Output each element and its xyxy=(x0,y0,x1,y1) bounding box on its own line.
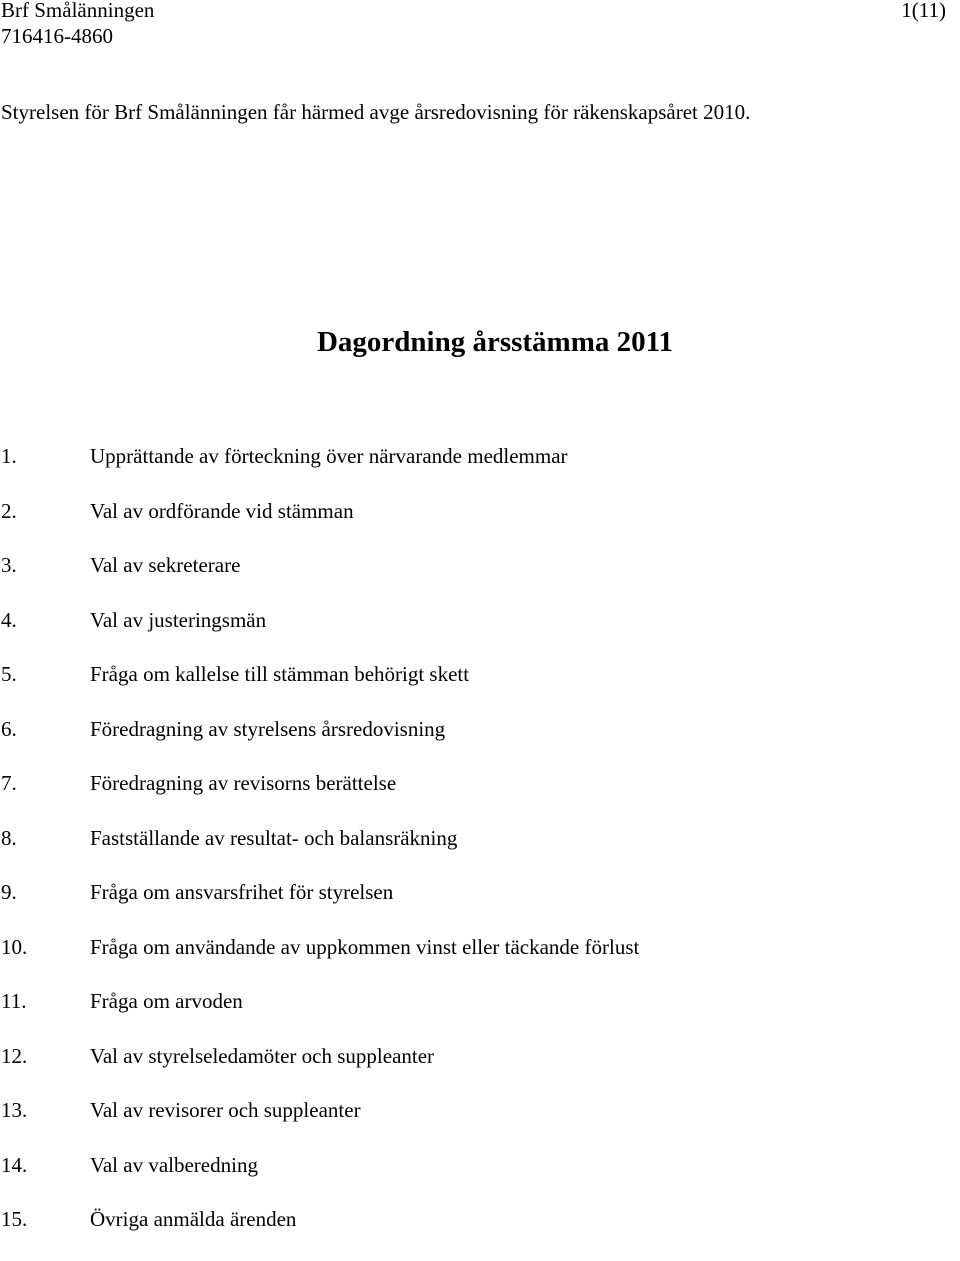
agenda-item-text: Föredragning av styrelsens årsredovisning xyxy=(90,716,446,741)
agenda-item-number: 1. xyxy=(1,444,17,468)
agenda-item-number: 9. xyxy=(1,880,17,904)
agenda-item-text: Fastställande av resultat- och balansräkning xyxy=(90,825,458,850)
organization-number: 716416-4860 xyxy=(1,24,113,48)
agenda-item-text: Upprättande av förteckning över närvarande medlemmar xyxy=(90,444,568,468)
agenda-item-number: 11. xyxy=(1,989,27,1013)
agenda-item-text: Fråga om arvoden xyxy=(90,989,243,1013)
agenda-item-text: Val av styrelseledamöter och suppleanter xyxy=(90,1043,435,1068)
agenda-item-number: 2. xyxy=(1,498,17,523)
agenda-item-number: 7. xyxy=(1,771,17,795)
agenda-item-number: 3. xyxy=(1,553,17,577)
organization-name: Brf Smålänningen xyxy=(1,0,155,22)
document-header xyxy=(1,0,154,49)
agenda-item-number: 5. xyxy=(1,662,17,686)
agenda-item-text: Fråga om användande av uppkommen vinst eller täckande förlust xyxy=(90,934,640,959)
agenda-item-number: 12. xyxy=(1,1043,28,1068)
agenda-item-text: Föredragning av revisorns berättelse xyxy=(90,771,397,795)
agenda-item-text: Övriga anmälda ärenden xyxy=(90,1207,297,1231)
page-indicator: 1(11) xyxy=(901,0,946,22)
agenda-item-number: 13. xyxy=(1,1098,28,1122)
agenda-item-number: 8. xyxy=(1,825,17,850)
agenda-item-text: Fråga om ansvarsfrihet för styrelsen xyxy=(90,880,394,904)
agenda-item-text: Val av ordförande vid stämman xyxy=(90,498,354,523)
agenda-item-number: 10. xyxy=(1,934,28,959)
intro-paragraph: Styrelsen för Brf Smålänningen får härmed avge årsredovisning för räkenskapsåret 2010. xyxy=(1,100,751,124)
agenda-title: Dagordning årsstämma 2011 xyxy=(316,326,674,358)
agenda-item-text: Fråga om kallelse till stämman behörigt skett xyxy=(90,662,470,686)
agenda-item-number: 4. xyxy=(1,607,17,632)
agenda-item-text: Val av justeringsmän xyxy=(90,607,267,632)
agenda-item-number: 14. xyxy=(1,1152,28,1177)
agenda-item-text: Val av sekreterare xyxy=(90,553,241,577)
agenda-item-text: Val av revisorer och suppleanter xyxy=(90,1098,361,1122)
agenda-item-text: Val av valberedning xyxy=(90,1152,258,1177)
agenda-item-number: 6. xyxy=(1,716,17,741)
agenda-item-number: 15. xyxy=(1,1207,28,1231)
